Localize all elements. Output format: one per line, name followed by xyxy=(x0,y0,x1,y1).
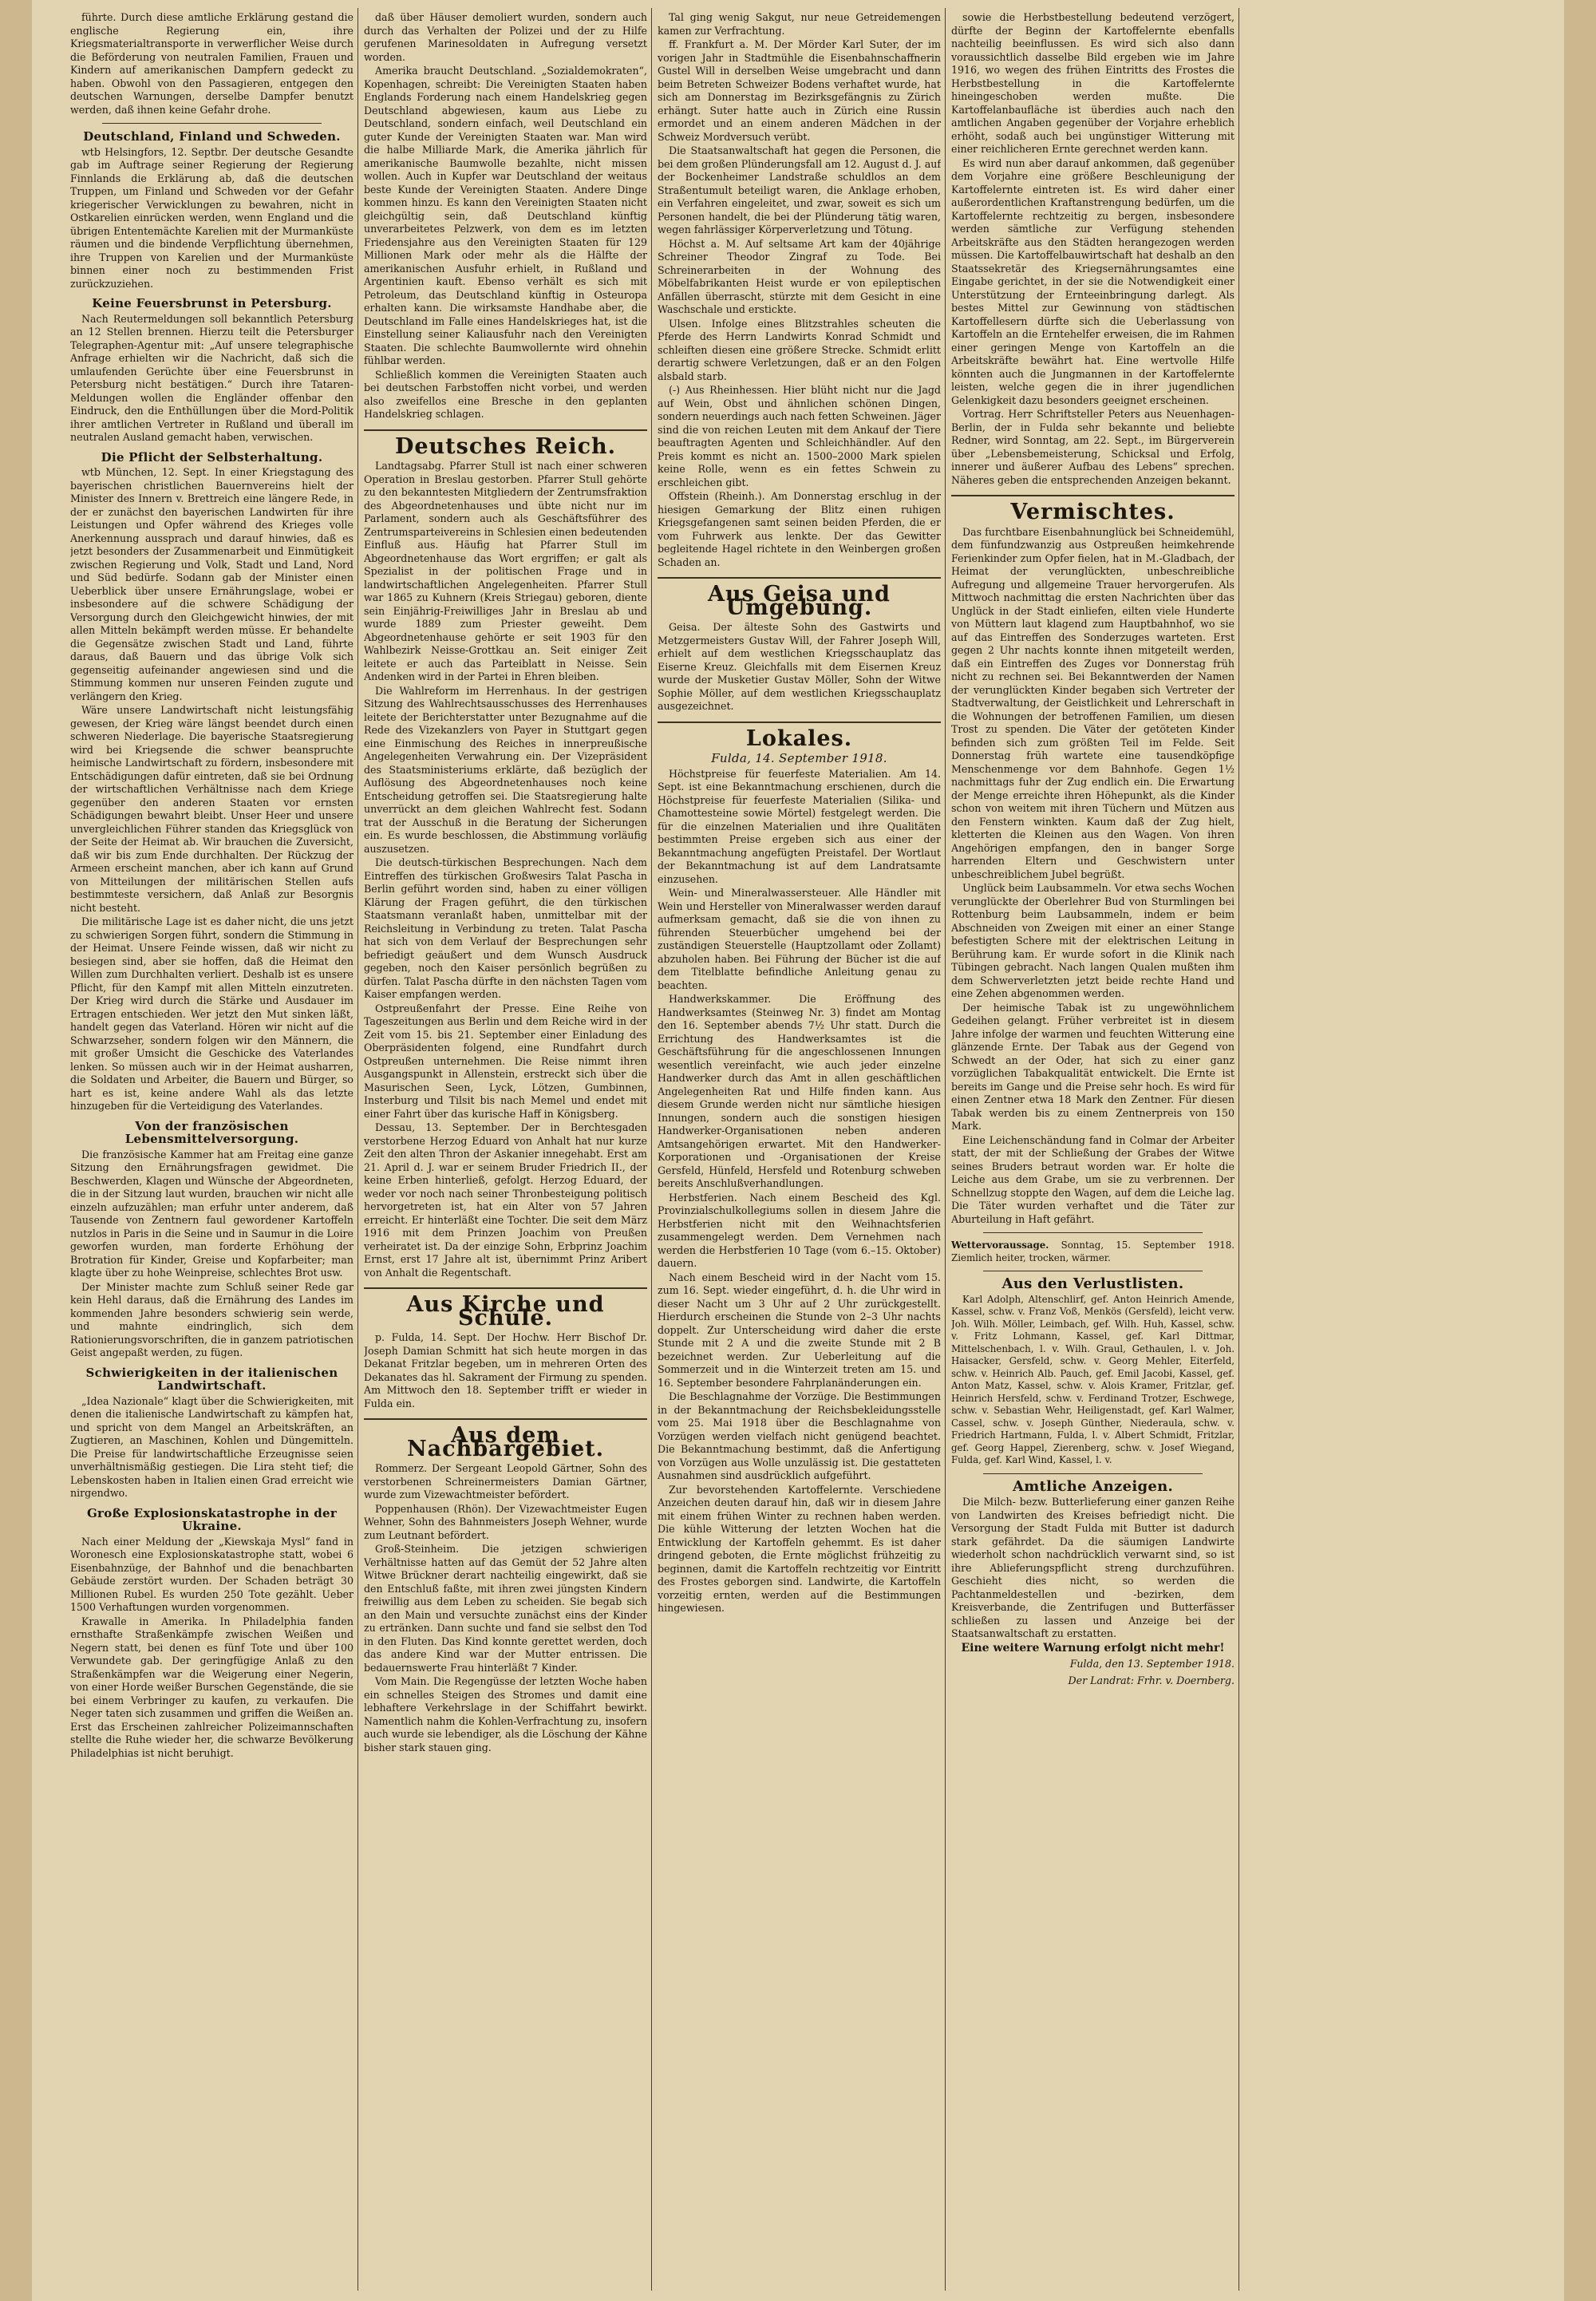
signature-name: Der Landrat: Frhr. v. Doernberg. xyxy=(1068,1674,1235,1686)
section-heading: Vermischtes. xyxy=(1010,500,1175,524)
article-text: Höchstpreise für feuerfeste Materialien. Am 14. Sept. ist eine Bekanntmachung erschienen, durch die Höchstpreise für feuerfeste Materialien (Silika- und Chamottesteine sowie Mörtel) festgelegt werden. Die für die einzelnen Materialien und ihre Qualitäten bestimmten Preise ergeben sich aus einer der Bekanntmachung angefügten Preistafel. Der Wortlaut der Bekanntmachung ist auf dem Landratsamte einzusehen. xyxy=(658,767,941,885)
article-text: Eine Leichenschändung fand in Colmar der Arbeiter statt, der mit der Schließung der Grabes der Witwe seines Bruders betraut worden war. Er holte die Leiche aus dem Grabe, um sie zu verbrennen. Der Schnellzug stoppte den Wagen, auf dem die Leiche lag. Die Täter wurden verhaftet und die Täter zur Aburteilung in Haft gefährt. xyxy=(951,1133,1235,1225)
article-text: Schließlich kommen die Vereinigten Staaten auch bei deutschen Farbstoffen nicht vorbei, und werden also zweifellos eine Bresche in den geplanten Handelskrieg schlagen. xyxy=(364,368,647,420)
article-heading: Große Explosionskatastrophe in der Ukraine. xyxy=(86,1505,338,1533)
dateline: Fulda, 14. September 1918. xyxy=(711,751,887,765)
article-text: Ulsen. Infolge eines Blitzstrahles scheuten die Pferde des Herrn Landwirts Konrad Schmidt und schleiften diesen eine größere Strecke. Schmidt erlitt derartig schwere Verletzungen, daß er an den Folgen alsbald starb. xyxy=(658,317,941,382)
column-1 xyxy=(70,11,354,2286)
article-heading: Von der französischen Lebensmittelversorgung. xyxy=(124,1118,299,1146)
weather-text: Sonntag, 15. September 1918. Ziemlich heiter, trocken, wärmer. xyxy=(951,1239,1235,1263)
divider xyxy=(658,722,941,723)
article-text: Herbstferien. Nach einem Bescheid des Kgl. Provinzialschulkollegiums sollen in diesem Jahre die Herbstferien nicht mit den Weihnachtsferien zusammengelegt werden. Dem Vernehmen nach werden die Herbstferien 10 Tage (vom 6.–15. Oktober) dauern. xyxy=(658,1191,941,1269)
article-text: Nach einer Meldung der „Kiewskaja Mysl“ fand in Woronesch eine Explosionskatastrophe statt, wobei 6 Eisenbahnzüge, der Bahnhof und die benachbarten Gebäude zerstört wurden. Der Schaden beträgt 30 Millionen Rubel. Es wurden 250 Tote gezählt. Ueber 1500 Verhaftungen wurden vorgenommen. xyxy=(70,1535,354,1613)
article-text: Die französische Kammer hat am Freitag eine ganze Sitzung den Ernährungsfragen gewidmet. Die Beschwerden, Klagen und Wünsche der Abgeordneten, die in der Sitzung laut wurden, brauchen wir nicht alle einzeln aufzuzählen; man erfuhr unter anderem, daß Tausende von Zentnern faul gewordener Kartoffeln nutzlos in Paris in die Seine und in Saumur in die Loire geworfen wurden, man forderte Erhöhung der Brotration für Kinder, Greise und Kopfarbeiter; man klagte über zu hohe Weinpreise, schlechtes Brot usw. xyxy=(70,1148,354,1279)
article-text: ff. Frankfurt a. M. Der Mörder Karl Suter, der im vorigen Jahr in Stadtmühle die Eisenbahnschaffnerin Gustel Will in derselben Weise umgebracht und dann beim Betreten Schweizer Bodens verhaftet wurde, hat sich am Donnerstag im Bezirksgefängnis zu Zürich erhängt. Suter hatte auch in Zürich eine Russin ermordet und an einem anderen Mädchen in der Schweiz Mordversuch verübt. xyxy=(658,38,941,143)
article-text: „Idea Nazionale“ klagt über die Schwierigkeiten, mit denen die italienische Landwirtschaft zu kämpfen hat, und spricht von dem Mangel an Arbeitskräften, an Zugtieren, an Maschinen, Kohlen und Düngemitteln. Die Preise für landwirtschaftliche Erzeugnisse seien unverhältnismäßig gestiegen. Die Lira steht tief; die Lebenskosten haben in Italien einen Grad erreicht wie nirgendwo. xyxy=(70,1394,354,1499)
divider xyxy=(951,495,1235,496)
article-text: Dessau, 13. September. Der in Berchtesgaden verstorbene Herzog Eduard von Anhalt hat nur kurze Zeit den alten Thron der Askanier innegehabt. Erst am 21. April d. J. war er seinem Bruder Friedrich II., der keine Erben hinterließ, gefolgt. Herzog Eduard, der weder vor noch nach seiner Thronbesteigung politisch hervorgetreten ist, hat ein Alter von 57 Jahren erreicht. Er hinterläßt eine Tochter. Die seit dem März 1916 mit dem Prinzen Joachim von Preußen verheiratet ist. Da der einzige Sohn, Erbprinz Joachim Ernst, erst 17 Jahre alt ist, übernimmt Prinz Aribert von Anhalt die Regentschaft. xyxy=(364,1121,647,1279)
article-text: Amerika braucht Deutschland. „Sozialdemokraten“, Kopenhagen, schreibt: Die Vereinigten Staaten haben Englands Forderung nach einem Handelskrieg gegen Deutschland abgewiesen, kaum aus Liebe zu Deutschland, sondern einfach, weil Deutschland ein guter Kunde der Vereinigten Staaten war. Man wird die halbe Milliarde Mark, die Amerika jährlich für amerikanische Baumwolle bezahlte, nicht missen wollen. Auch in Kupfer war Deutschland der weitaus beste Kunde der Vereinigten Staaten. Andere Dinge kommen hinzu. Es kann den Vereinigten Staaten nicht gleichgültig sein, daß Deutschland künftig unverarbeitetes Pelzwerk, von dem es im letzten Friedensjahre aus den Vereinigten Staaten für 129 Millionen Mark oder mehr als die Hälfte der amerikanischen Ausfuhr erhielt, in Rußland und Argentinien kauft. Ebenso verhält es sich mit Petroleum, das Deutschland künftig in Osteuropa erhalten kann. Die wirksamste Handhabe aber, die Deutschland im Falle eines Handelskrieges hat, ist die Einstellung seiner Kaliausfuhr nach den Vereinigten Staaten. Die schlechte Baumwollernte wird ohnehin fühlbar werden. xyxy=(364,65,647,366)
article-text: Ostpreußenfahrt der Presse. Eine Reihe von Tageszeitungen aus Berlin und dem Reiche wird in der Zeit vom 15. bis 21. September einer Einladung des Oberpräsidenten folgend, eine Rundfahrt durch Ostpreußen unternehmen. Die Reise nimmt ihren Ausgangspunkt in Allenstein, erstreckt sich über die Masurischen Seen, Lyck, Lötzen, Gumbinnen, Insterburg und Tilsit bis nach Memel und endet mit einer Fahrt über das kurische Haff in Königsberg. xyxy=(364,1002,647,1120)
article-text: p. Fulda, 14. Sept. Der Hochw. Herr Bischof Dr. Joseph Damian Schmitt hat sich heute morgen in das Dekanat Fritzlar begeben, um in mehreren Orten des Dekanates das hl. Sakrament der Firmung zu spenden. Am Mittwoch den 18. September trifft er wieder in Fulda ein. xyxy=(364,1331,647,1409)
article-text: Unglück beim Laubsammeln. Vor etwa sechs Wochen verunglückte der Oberlehrer Bud von Sturmlingen bei Rottenburg beim Laubsammeln, indem er beim Abschneiden von Zweigen mit einer an einer Stange befestigten Schere mit der elektrischen Leitung in Berührung kam. Er wurde sofort in die Klinik nach Tübingen gebracht. Nach langen Qualen mußten ihm dem Schwerverletzten jetzt beide rechte Hand und eine Zehen abgenommen werden. xyxy=(951,882,1235,999)
article-text: Die militärische Lage ist es daher nicht, die uns jetzt zu schwierigen Sorgen führt, sondern die Stimmung in der Heimat. Unsere Feinde wissen, daß wir nicht zu besiegen sind, aber sie hoffen, daß die Heimat den Willen zum Durchhalten verliert. Deshalb ist es unsere Pflicht, für den Kampf mit allen Mitteln einzutreten. Der Krieg wird durch die Stärke und Ausdauer im Ertragen entschieden. Wer jetzt den Mut sinken läßt, handelt gegen das Vaterland. Hören wir nicht auf die Schwarzseher, sondern folgen wir den Männern, die mit großer Umsicht die Geschicke des Vaterlandes lenken. So müssen auch wir in der Heimat ausharren, die Soldaten und Arbeiter, die Bauern und Bürger, so hart es ist, keine andere Wahl als das letzte hinzugeben für die Verteidigung des Vaterlandes. xyxy=(70,915,354,1112)
article-text: Es wird nun aber darauf ankommen, daß gegenüber dem Vorjahre eine größere Beschleunigung der Kartoffelernte eintreten ist. Es wird daher einer außerordentlichen Kraftanstrengung bedürfen, um die Kartoffelernte rechtzeitig zu bergen, insbesondere werden sämtliche zur Verfügung stehenden Arbeitskräfte aus den Städten herangezogen werden müssen. Die Kartoffelbauwirtschaft hat deshalb an den Staatssekretär des Kriegsernährungsamtes eine Eingabe gerichtet, in der sie die Notwendigkeit einer Unterstützung der Ernteeinbringung darlegt. Als bestes Mittel zur Gewinnung von städtischen Kartoffellesern dürfte sich die Ueberlassung von Kartoffeln an die Erntehelfer erweisen, die im Rahmen einer geringen Menge von Kartoffeln an die Arbeitskräfte bewährt hat. Eine wertvolle Hilfe könnten auch die Jungmannen in der Kartoffelernte leisten, welche gegen die in ihrer jugendlichen Gelenkigkeit dazu besonders geeignet erscheinen. xyxy=(951,156,1235,406)
article-text: (-) Aus Rheinhessen. Hier blüht nicht nur die Jagd auf Wein, Obst und ähnlichen schönen Dingen, sondern neuerdings auch nach fetten Schweinen. Jäger sind die von reichen Leuten mit dem Ankauf der Tiere beauftragten Agenten und Schleichhändler. Auf den Preis kommt es nicht an. 1500–2000 Mark spielen keine Rolle, wenn es ein fettes Schwein zu erschleichen gibt. xyxy=(658,384,941,488)
article-text: Die deutsch-türkischen Besprechungen. Nach dem Eintreffen des türkischen Großwesirs Talat Pascha in Berlin geführt worden sind, haben zu einer völligen Klärung der Fragen geführt, die den türkischen Staatsmann veranlaßt haben, unmittelbar mit der Reichsleitung in Verbindung zu treten. Talat Pascha hat sich von dem Verlauf der Besprechungen sehr befriedigt geäußert und dem Wunsch Ausdruck gegeben, noch den Kaiser persönlich begrüßen zu dürfen. Talat Pascha dürfte in den nächsten Tagen vom Kaiser empfangen werden. xyxy=(364,856,647,1000)
article-text: sowie die Herbstbestellung bedeutend verzögert, dürfte der Beginn der Kartoffelernte ebenfalls nachteilig beeinflussen. Es wird sich also dann voraussichtlich dasselbe Bild ergeben wie im Jahre 1916, wo wegen des frühen Eintritts des Frostes die Herbstbestellung in die Kartoffelernte hineingeschoben werden mußte. Die Kartoffelanbaufläche ist überdies auch nach den amtlichen Angaben gegenüber der Vorjahre erheblich erhöht, sodaß auch bei ungünstiger Witterung mit einer reichlicheren Ernte gerechnet werden kann. xyxy=(951,11,1235,155)
section-heading: Lokales. xyxy=(745,725,853,751)
article-text: Zur bevorstehenden Kartoffelernte. Verschiedene Anzeichen deuten darauf hin, daß wir in diesem Jahre mit einem frühen Winter zu rechnen haben werden. Die kühle Witterung der letzten Wochen hat die Entwicklung der Kartoffeln gehemmt. Es ist daher dringend geboten, die Ernte möglichst frühzeitig zu beginnen, damit die Kartoffeln rechtzeitig vor Eintritt des Frostes geborgen sind. Landwirte, die Kartoffeln vorzeitig ernten, werden auf die Bestimmungen hingewiesen. xyxy=(658,1483,941,1614)
column-2 xyxy=(364,11,647,2286)
casualty-list: Karl Adolph, Altenschlirf, gef. Anton Heinrich Amende, Kassel, schw. v. Franz Voß, Menkös (Gersfeld), leicht verw. Joh. Wilh. Möller, Leimbach, gef. Wilh. Huh, Kassel, schw. v. Fritz Lohmann, Kassel, gef. Karl Dittmar, Mittelschenbach, l. v. Wilh. Graul, Gethaulen, l. v. Joh. Haisacker, Gersfeld, schw. v. Georg Mehler, Eiterfeld, schw. v. Heinrich Alb. Pauch, gef. Emil Jacobi, Kassel, gef. Anton Matz, Kassel, schw. v. Alois Kramer, Fritzlar, gef. Heinrich Hersfeld, schw. v. Ferdinand Trotzer, Eschwege, schw. v. Sebastian Wehr, Heiligenstadt, gef. Karl Walmer, Cassel, schw. v. Joseph Günther, Niederaula, schw. v. Friedrich Hartmann, Fulda, l. v. Albert Schmidt, Fritzlar, gef. Georg Happel, Zierenberg, schw. v. Josef Wiegand, Fulda, gef. Karl Wind, Kassel, l. v. xyxy=(951,1293,1235,1465)
article-text: Der Minister machte zum Schluß seiner Rede gar kein Hehl daraus, daß die Ernährung des Landes im kommenden Jahre besonders schwierig sein werde, und mahnte eindringlich, sich dem Rationierungsvorschriften, die in ganzem patriotischen Geist angepaßt werden, zu fügen. xyxy=(70,1280,354,1358)
article-text: Groß-Steinheim. Die jetzigen schwierigen Verhältnisse hatten auf das Gemüt der 52 Jahre alten Witwe Brückner derart nachteilig eingewirkt, daß sie den Entschluß faßte, mit ihren zwei jüngsten Kindern freiwillig aus dem Leben zu scheiden. Sie begab sich an den Main und versuchte zunächst eins der Kinder zu ertränken. Dann suchte und fand sie selbst den Tod in den Fluten. Das Kind konnte gerettet werden, doch das andere Kind war der Mutter entrissen. Die bedauernswerte Frau hinterläßt 7 Kinder. xyxy=(364,1543,647,1674)
article-text: daß über Häuser demoliert wurden, sondern auch durch das Verhalten der Polizei und der zu Hilfe gerufenen Marinesoldaten in Aufregung versetzt worden. xyxy=(364,11,647,63)
article-heading: Die Pflicht der Selbsterhaltung. xyxy=(101,449,323,465)
section-heading: Deutsches Reich. xyxy=(394,433,617,459)
article-text: Handwerkskammer. Die Eröffnung des Handwerksamtes (Steinweg Nr. 3) findet am Montag den 16. September abends 7½ Uhr statt. Durch die Errichtung des Handwerksamtes ist die Geschäftsführung für die angeschlossenen Innungen wesentlich vereinfacht, wie auch jeder einzelne Handwerker durch das Amt in allen geschäftlichen Angelegenheiten Rat und Hilfe finden kann. Aus diesem Grunde werden nicht nur sämtliche hiesigen Innungen, sondern auch die sonstigen hiesigen Handwerker-Organisationen neben anderen Amtsangehörigen erwartet. Mit den Handwerker-Korporationen und -Organisationen der Kreise Gersfeld, Hünfeld, Hersfeld und Rotenburg schweben bereits Anschlußverhandlungen. xyxy=(658,993,941,1189)
divider xyxy=(364,1418,647,1420)
article-heading: Keine Feuersbrunst in Petersburg. xyxy=(92,296,332,310)
section-heading: Aus Kirche und Schule. xyxy=(406,1292,605,1330)
article-heading: Schwierigkeiten in der italienischen Landwirtschaft. xyxy=(85,1365,338,1393)
article-text: Vom Main. Die Regengüsse der letzten Woche haben ein schnelles Steigen des Stromes und damit eine lebhaftere Verkehrslage in der Schiffahrt bewirkt. Namentlich nahm die Kohlen-Verfrachtung zu, insofern auch wurde sie lebendiger, als die Löschung der Kähne bisher stark stauen ging. xyxy=(364,1675,647,1753)
article-text: Höchst a. M. Auf seltsame Art kam der 40jährige Schreiner Theodor Zingraf zu Tode. Bei Schreinerarbeiten in der Wohnung des Möbelfabrikanten Heist wurde er von epileptischen Anfällen überrascht, stürzte mit dem Gesicht in eine Waschschale und erstickte. xyxy=(658,237,941,315)
divider xyxy=(983,1232,1203,1233)
article-text: wtb Helsingfors, 12. Septbr. Der deutsche Gesandte gab im Auftrage seiner Regierung der Regierung Finnlands die Erklärung ab, daß die deutschen Truppen, um Finland und Schweden vor der Gefahr kriegerischer Verwicklungen zu bewahren, nicht in Ostkarelien einrücken werden, wenn England und die übrigen Ententemächte Karelien mit der Murmanküste räumen und die bindende Verpflichtung übernehmen, ihre Truppen von Karelien und der Murmanküste binnen einer noch zu bestimmenden Frist zurückzuziehen. xyxy=(70,145,354,290)
article-text: Landtagsabg. Pfarrer Stull ist nach einer schweren Operation in Breslau gestorben. Pfarrer Stull gehörte zu den bekanntesten Mitgliedern der Zentrumsfraktion des Abgeordnetenhauses und übte nicht nur im Parlament, sondern auch als Geschäftsführer des Zentrumsparteivereins in Schlesien einen bedeutenden Einfluß aus. Häufig hat Pfarrer Stull im Abgeordnetenhause das Wort ergriffen; er galt als Spezialist in der politischen Frage und in landwirtschaftlichen Angelegenheiten. Pfarrer Stull war 1865 zu Kuhnern (Kreis Striegau) geboren, diente sein Einjährig-Freiwilliges Jahr in Breslau ab und wurde 1889 zum Priester geweiht. Dem Abgeordnetenhause gehörte er seit 1903 für den Wahlbezirk Neisse-Grottkau an. Seit einiger Zeit leitete er auch das Parteiblatt in Neisse. Sein Andenken wird in der Partei in Ehren bleiben. xyxy=(364,460,647,682)
article-text: führte. Durch diese amtliche Erklärung gestand die englische Regierung ein, ihre Kriegsmaterialtransporte in verwerflicher Weise durch die Beförderung von neutralen Familien, Frauen und Kindern auf amerikanischen Dampfern gedeckt zu haben. Obwohl von den Passagieren, entgegen den deutschen Warnungen, derselbe Dampfer benutzt werden, daß ihnen keine Gefahr drohe. xyxy=(70,11,354,116)
article-text: Das furchtbare Eisenbahnunglück bei Schneidemühl, dem fünfundzwanzig aus Ostpreußen heimkehrende Ferienkinder zum Opfer fielen, hat in M.-Gladbach, der Heimat der verunglückten, unbeschreibliche Aufregung und allgemeine Trauer hervorgerufen. Als Mittwoch nachmittag die ersten Nachrichten über das Unglück in der Stadt einliefen, eilten viele Hunderte von Müttern laut klagend zum Hauptbahnhof, wo sie auf das Eintreffen des Sonderzuges warteten. Erst gegen 2 Uhr nachts konnte ihnen mitgeteilt werden, daß ein Eintreffen des Zuges vor Donnerstag früh nicht zu rechnen sei. Bei Bekanntwerden der Namen der verunglückten Kinder begaben sich Vertreter der Stadtverwaltung, der Geistlichkeit und Lehrerschaft in die Wohnungen der betroffenen Familien, um diesen Trost zu spenden. Die Väter der getöteten Kinder befinden sich zum größten Teil im Felde. Seit Donnerstag früh wartete eine tausendköpfige Menschenmenge vor dem Bahnhofe. Gegen 1½ nachmittags fuhr der Zug endlich ein. Die Erwartung der Menge erreichte ihren Höhepunkt, als die Kinder schon von weitem mit ihren Tüchern und Mützen aus den Fenstern winkten. Kaum daß der Zug hielt, kletterten die Kleinen aus den Wagen. Von ihren Angehörigen empfangen, den in banger Sorge harrenden Eltern und Geschwistern unter unbeschreiblichem Jubel begrüßt. xyxy=(951,525,1235,880)
article-text: Die Beschlagnahme der Vorzüge. Die Bestimmungen in der Bekanntmachung der Reichsbekleidungsstelle vom 25. Mai 1918 über die Beschlagnahme von Vorzügen werden vielfach nicht genügend beachtet. Die Bekanntmachung bestimmt, daß die Anfertigung von Vorzügen aus Wolle unzulässig ist. Die gestatteten Ausnahmen sind ausdrücklich aufgeführt. xyxy=(658,1390,941,1481)
section-heading: Amtliche Anzeigen. xyxy=(1012,1477,1174,1495)
column-rule xyxy=(651,8,652,2291)
article-text: Nach Reutermeldungen soll bekanntlich Petersburg an 12 Stellen brennen. Hierzu teilt die Petersburger Telegraphen-Agentur mit: „Auf unsere telegraphische Anfrage erhielten wir die Nachricht, daß sich die umlaufenden Gerüchte über eine Feuersbrunst in Petersburg nicht bestätigen.“ Durch ihre Tataren-Meldungen wollen die Engländer offenbar den Eindruck, den die Enthüllungen über die Mord-Politik ihrer amtlichen Vertreter in Rußland und überall im neutralen Ausland gemacht haben, verwischen. xyxy=(70,312,354,443)
divider xyxy=(658,577,941,579)
section-heading: Aus dem Nachbargebiet. xyxy=(406,1423,605,1461)
column-5 xyxy=(1245,11,1532,2286)
column-rule xyxy=(945,8,946,2291)
section-heading: Aus den Verlustlisten. xyxy=(1001,1275,1184,1292)
divider xyxy=(102,123,322,124)
column-3 xyxy=(658,11,941,2286)
article-text: Krawalle in Amerika. In Philadelphia fanden ernsthafte Straßenkämpfe zwischen Weißen und Negern statt, bei denen es fünf Tote und über 100 Verwundete gab. Der geringfügige Anlaß zu den Straßenkämpfen war die Weigerung einer Negerin, von einer Horde weißer Burschen Gegenstände, die sie bei einem Verbringer zu kaufen, zu verkaufen. Die Neger taten sich zusammen und griffen die Weißen an. Erst das Erscheinen zahlreicher Polizeimannschaften stellte die Ruhe wieder her, die schwarze Bevölkerung Philadelphias ist nicht beruhigt. xyxy=(70,1615,354,1759)
warning-line: Eine weitere Warnung erfolgt nicht mehr! xyxy=(961,1641,1225,1655)
right-page-edge xyxy=(1564,0,1596,2301)
divider xyxy=(364,1287,647,1289)
article-text: Nach einem Bescheid wird in der Nacht vom 15. zum 16. Sept. wieder eingeführt, d. h. die Uhr wird in dieser Nacht um 3 Uhr auf 2 Uhr zurückgestellt. Hierdurch erscheinen die Stunde von 2–3 Uhr nachts doppelt. Zur Unterscheidung wird daher die erste Stunde mit 2 A und die zweite Stunde mit 2 B bezeichnet werden. Zur Ueberleitung auf die Sommerzeit und in die Winterzeit treten am 15. und 16. September besondere Fahrplanänderungen ein. xyxy=(658,1271,941,1389)
section-heading: Aus Geisa und Umgebung. xyxy=(708,582,891,620)
article-text: Die Staatsanwaltschaft hat gegen die Personen, die bei dem großen Plünderungsfall am 12. August d. J. auf der Bockenheimer Landstraße schuldlos an dem Straßentumult beteiligt waren, die Anklage erhoben, ein Verfahren eingeleitet, und zwar, soweit es sich um Personen handelt, die bei der Plünderung tätig waren, wegen fahrlässiger Körperverletzung und Tötung. xyxy=(658,144,941,235)
article-text: Offstein (Rheinh.). Am Donnerstag erschlug in der hiesigen Gemarkung der Blitz einen ruhigen Kriegsgefangenen samt seinen beiden Pferden, die er vom Fuhrwerk aus lenkte. Der das Gewitter begleitende Hagel richtete in den Weinbergen großen Schaden an. xyxy=(658,490,941,568)
left-page-edge xyxy=(0,0,32,2301)
divider xyxy=(983,1473,1203,1474)
article-text: Poppenhausen (Rhön). Der Vizewachtmeister Eugen Wehner, Sohn des Bahnmeisters Joseph Wehner, wurde zum Leutnant befördert. xyxy=(364,1502,647,1541)
article-text: Die Wahlreform im Herrenhaus. In der gestrigen Sitzung des Wahlrechtsausschusses des Herrenhauses leitete der Berichterstatter unter Bezugnahme auf die Rede des Vizekanzlers von Payer in Stuttgart gegen eine Einmischung des Reiches in innerpreußische Angelegenheiten Verwahrung ein. Der Vizepräsident des Staatsministeriums erklärte, daß bezüglich der Auflösung des Abgeordnetenhauses noch keine Entscheidung getroffen sei. Die Staatsregierung halte unverrückt an dem gleichen Wahlrecht fest. Sodann trat der Ausschuß in die Beratung der Sicherungen ein. Es wurde beschlossen, die Abstimmung vorläufig auszusetzen. xyxy=(364,684,647,855)
article-text: Tal ging wenig Sakgut, nur neue Getreidemengen kamen zur Verfrachtung. xyxy=(658,11,941,37)
article-text: Die Milch- bezw. Butterlieferung einer ganzen Reihe von Landwirten des Kreises befriedigt nicht. Die Versorgung der Stadt Fulda mit Butter ist dadurch stark gefährdet. Da die säumigen Landwirte wiederholt schon nachdrücklich verwarnt sind, so ist ihre Ablieferungspflicht streng durchzuführen. Geschieht dies nicht, so werden die Pachtanmeldestellen und -bezirken, dem Kreisverbande, die Zentrifugen und Butterfässer schließen zu lassen und Anzeige bei der Staatsanwaltschaft zu erstatten. xyxy=(951,1496,1235,1639)
column-4 xyxy=(951,11,1235,2286)
article-text: Wein- und Mineralwassersteuer. Alle Händler mit Wein und Hersteller von Mineralwasser werden darauf aufmerksam gemacht, daß sie die von ihnen zu führenden Steuerbücher umgehend bei der zuständigen Steuerstelle (Hauptzollamt oder Zollamt) abzuholen haben. Bei Führung der Bücher ist die auf dem Titelblatte befindliche Anleitung genau zu beachten. xyxy=(658,887,941,991)
article-text: wtb München, 12. Sept. In einer Kriegstagung des bayerischen christlichen Bauernvereins hielt der Minister des Innern v. Brettreich eine längere Rede, in der er zunächst den bayerischen Landwirten für ihre Leistungen und Opfer während des Krieges volle Anerkennung aussprach und darauf hinwies, daß es jetzt besonders der Zusammenarbeit und Einmütigkeit zwischen Regierung und Volk, Stadt und Land, Nord und Süd bedürfe. Sodann gab der Minister einen Ueberblick über unsere Ernährungslage, wobei er insbesondere auf die schwere Schädigung der Versorgung durch den Gleichgewicht hinwies, der mit allen Mitteln bekämpft werden müsse. Er behandelte die Gegensätze zwischen Stadt und Land, führte daraus, daß Bauern und das übrige Volk sich gegenseitig aufeinander angewiesen sind und die Stimmung kommen nur unseren Feinden zugute und verlängern den Krieg. xyxy=(70,466,354,702)
column-rule xyxy=(1238,8,1239,2291)
article-text: Der heimische Tabak ist zu ungewöhnlichem Gedeihen gelangt. Früher verbreitet ist in diesem Jahre infolge der warmen und feuchten Witterung eine glänzende Ernte. Der Tabak aus der Gegend von Schwedt an der Oder, hat sich zu einer ganz vorzüglichen Tabakqualität entwickelt. Die Ernte ist bereits im Gange und die Preise sehr hoch. Es wird für einen Zentner etwa 18 Mark den Zentner. Für diesen Tabak werden bis zu einem Zentnerpreis von 150 Mark. xyxy=(951,1001,1235,1132)
article-text: Vortrag. Herr Schriftsteller Peters aus Neuenhagen-Berlin, der in Fulda sehr bekannte und beliebte Redner, wird Sonntag, am 22. Sept., im Bürgerverein über „Lebensbemeisterung, Schicksal und Erfolg, innerer und äußerer Aufbau des Lebens“ sprechen. Näheres geben die entsprechenden Anzeigen bekannt. xyxy=(951,408,1235,486)
signature-place: Fulda, den 13. September 1918. xyxy=(1069,1658,1235,1670)
article-text: Rommerz. Der Sergeant Leopold Gärtner, Sohn des verstorbenen Schreinermeisters Damian Gärtner, wurde zum Vizewachtmeister befördert. xyxy=(364,1462,647,1500)
divider xyxy=(364,429,647,431)
article-text: Wäre unsere Landwirtschaft nicht leistungsfähig gewesen, der Krieg wäre längst beendet durch einen schweren Niederlage. Die bayerische Staatsregierung wird bei Kriegsende die schwer beanspruchte heimische Landwirtschaft zu fördern, insbesondere mit Entschädigungen dafür eintreten, daß sie bei Ordnung der wirtschaftlichen Verhältnisse nach dem Kriege gegenüber den anderen Staaten vor ernsten Schädigungen bewahrt bleibt. Unser Heer und unsere unvergleichlichen Führer standen das Kriegsglück von der Seite der Heimat ab. Wir brauchen die Zuversicht, daß wir bis zum Ende durchhalten. Der Rückzug der Armeen erscheint manchen, aber ich kann auf Grund von Mitteilungen der militärischen Stellen aufs bestimmteste versichern, daß Anlaß zur Besorgnis nicht besteht. xyxy=(70,704,354,914)
article-heading: Deutschland, Finland und Schweden. xyxy=(83,129,341,144)
newspaper-page xyxy=(32,0,1564,2301)
article-text: Geisa. Der älteste Sohn des Gastwirts und Metzgermeisters Gustav Will, der Fahrer Joseph Will, erhielt auf dem westlichen Kriegsschauplatz das Eiserne Kreuz. Gleichfalls mit dem Eisernen Kreuz wurde der Musketier Gustav Möller, Sohn der Witwe Sophie Möller, auf dem westlichen Kriegsschauplatz ausgezeichnet. xyxy=(658,621,941,712)
weather-label: Wettervoraussage. xyxy=(951,1239,1049,1251)
